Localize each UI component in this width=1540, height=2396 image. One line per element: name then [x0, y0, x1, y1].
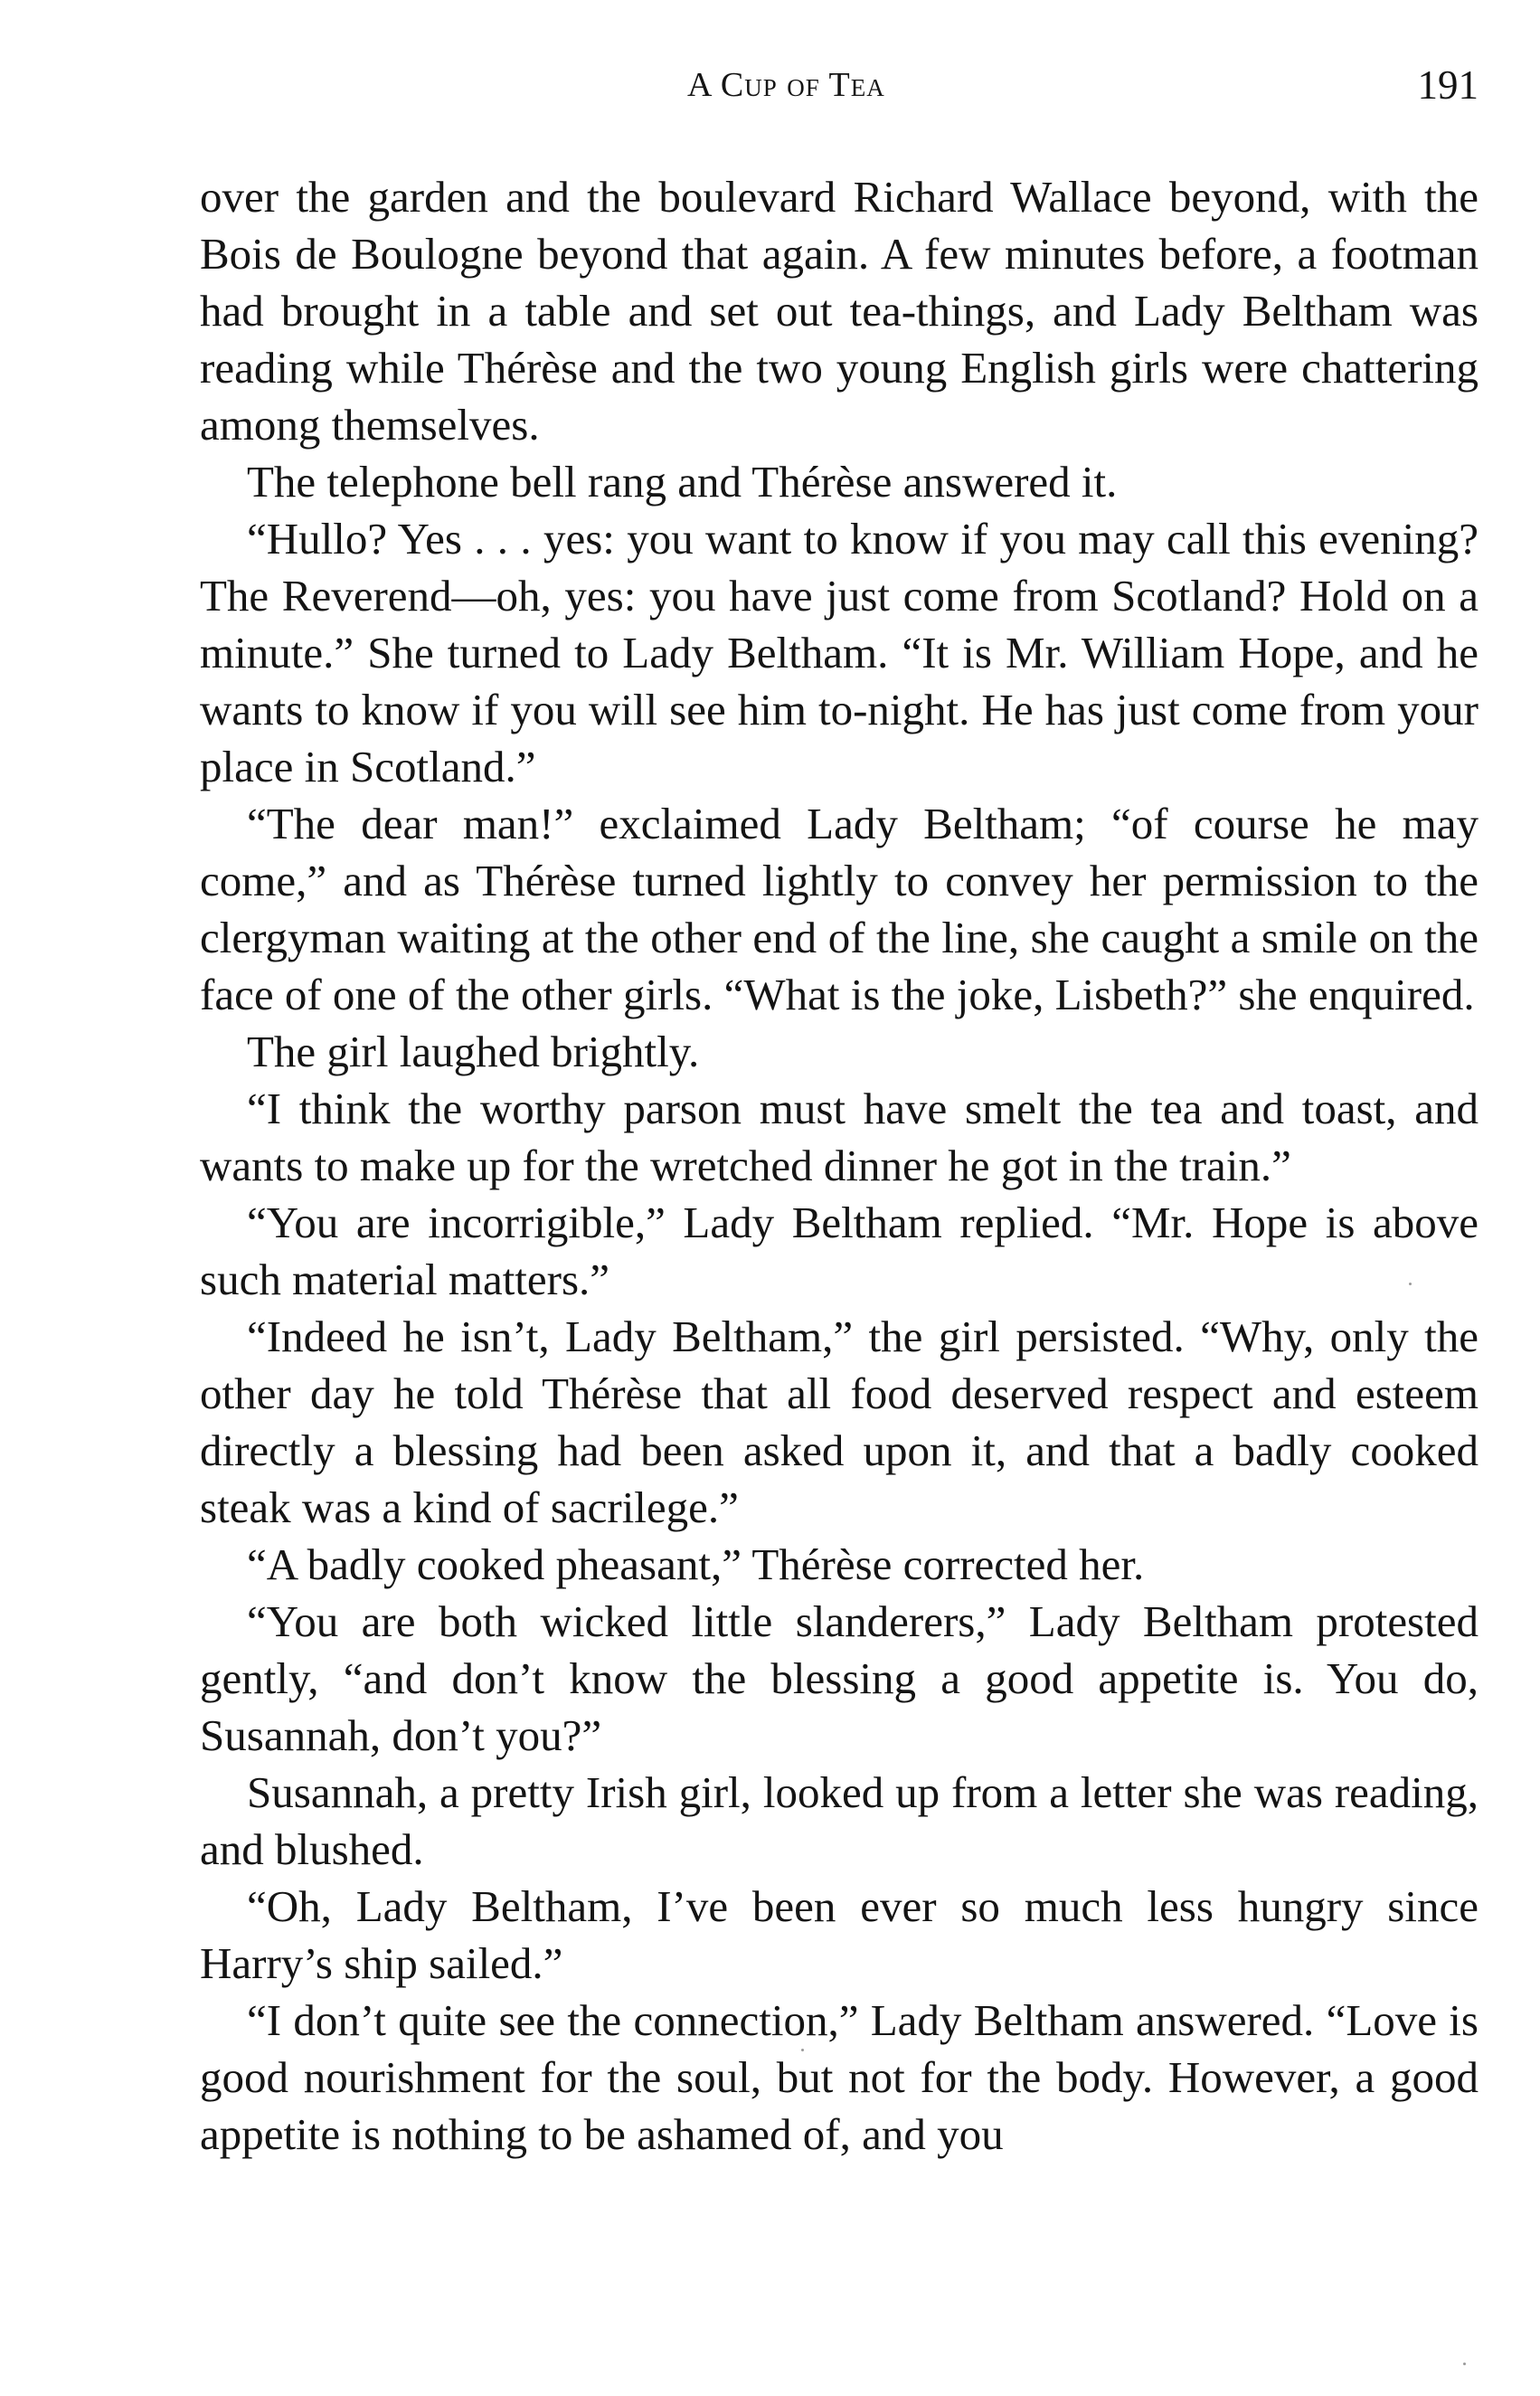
paragraph: “Oh, Lady Beltham, I’ve been ever so much less hungry since Harry’s ship sailed.”	[200, 1881, 1479, 1988]
page-number: 191	[1417, 62, 1479, 108]
paragraph: “I don’t quite see the connection,” Lady Beltham answered. “Love is good nourishment for the soul, but not for the body. However, a good appetite is nothing to be ashamed of, and you	[200, 1995, 1479, 2159]
scan-speck	[1463, 2363, 1466, 2365]
paragraph: The telephone bell rang and Thérèse answered it.	[247, 457, 1118, 507]
paragraph: “You are both wicked little slanderers,” Lady Beltham protested gently, “and don’t know the blessing a good appetite is. You do, Susannah, don’t you?”	[200, 1596, 1479, 1760]
scan-speck	[1409, 1283, 1412, 1285]
paragraph: “I think the worthy parson must have smelt the tea and toast, and wants to make up for the wretched dinner he got in the train.”	[200, 1084, 1479, 1190]
paragraph: “The dear man!” exclaimed Lady Beltham; “of course he may come,” and as Thérèse turned lightly to convey her permission to the clergyman waiting at the other end of the line, she caught a smile on the face of one of the other girls. “What is the joke, Lisbeth?” she enquired.	[200, 799, 1479, 1019]
paragraph: The girl laughed brightly.	[247, 1027, 700, 1076]
paragraph: “Indeed he isn’t, Lady Beltham,” the girl persisted. “Why, only the other day he told Thérèse that all food deserved respect and esteem directly a blessing had been asked upon it, and that a badly cooked steak was a kind of sacrilege.”	[200, 1312, 1479, 1532]
paragraph: “A badly cooked pheasant,” Thérèse corrected her.	[247, 1539, 1145, 1589]
body-text	[200, 168, 1479, 2163]
paragraph: “Hullo? Yes . . . yes: you want to know if you may call this evening? The Reverend—oh, yes: you have just come from Scotland? Hold on a minute.” She turned to Lady Beltham. “It is Mr. William Hope, and he wants to know if you will see him to-night. He has just come from your place in Scotland.”	[200, 514, 1479, 791]
running-head	[0, 62, 1540, 119]
paragraph: “You are incorrigible,” Lady Beltham replied. “Mr. Hope is above such material matters.”	[200, 1198, 1479, 1304]
paragraph: Susannah, a pretty Irish girl, looked up from a letter she was reading, and blushed.	[200, 1767, 1479, 1874]
running-title: A Cup of Tea	[687, 66, 885, 104]
paragraph: over the garden and the boulevard Richard Wallace beyond, with the Bois de Boulogne beyond that again. A few minutes before, a footman had brought in a table and set out tea-things, and Lady Beltham was reading while Thérèse and the two young English girls were chattering among themselves.	[200, 172, 1479, 450]
scan-speck	[801, 2049, 804, 2051]
